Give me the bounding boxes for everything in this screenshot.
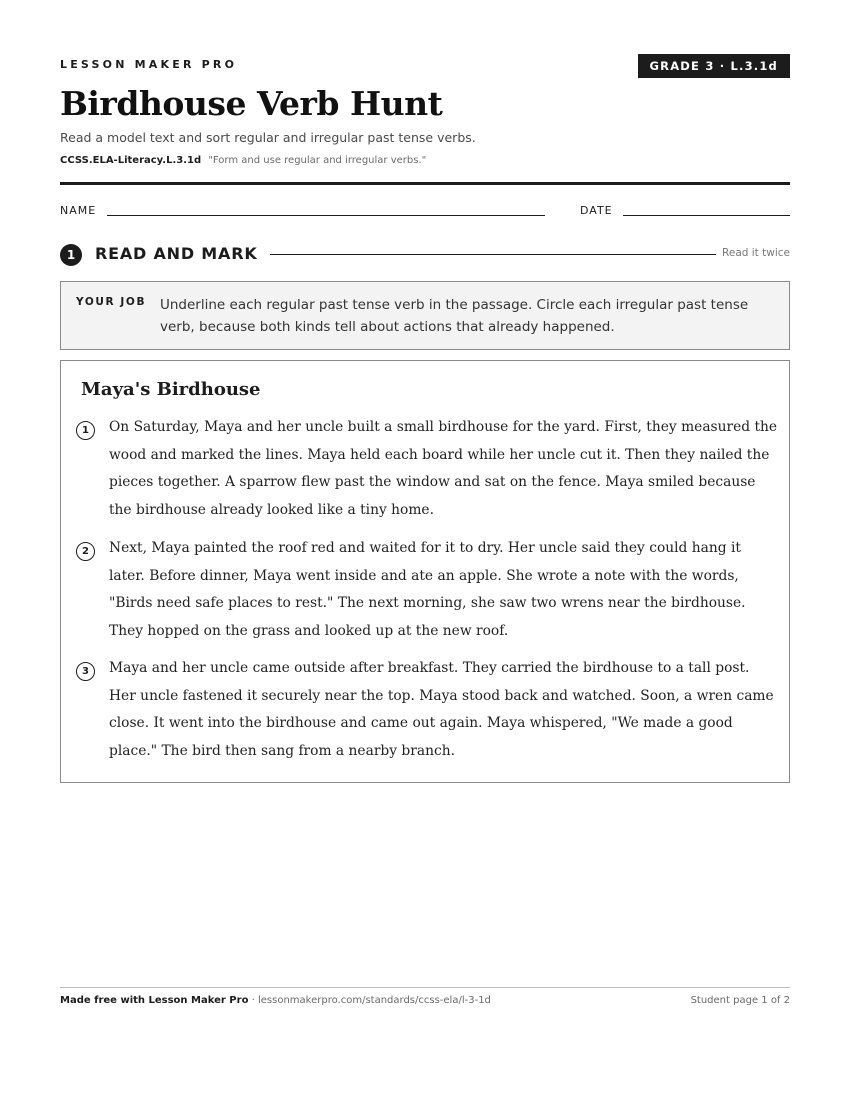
name-field[interactable] — [107, 215, 545, 216]
footer-divider — [60, 987, 790, 988]
section-number-badge: 1 — [60, 244, 82, 266]
footer-separator: · — [248, 995, 258, 1006]
paragraph-text: Next, Maya painted the roof red and waited for it to dry. Her uncle said they could hang it later. Before dinner, Maya went inside and ate an apple. She wrote a note with the words, "Birds need safe places to rest." The next morning, she saw two wrens near the birdhouse. They hopped on the grass and looked up at the new roof. — [109, 540, 746, 639]
paragraph-number: 1 — [76, 421, 95, 440]
section-divider — [270, 254, 716, 255]
footer-made-with: Made free with Lesson Maker Pro — [60, 995, 249, 1006]
date-field[interactable] — [623, 215, 790, 216]
header-divider — [60, 182, 790, 185]
instructions-text: Underline each regular past tense verb in the passage. Circle each irregular past tense verb, because both kinds tell about actions that already happened. — [160, 297, 749, 335]
name-label: NAME — [60, 204, 97, 217]
page-subtitle: Read a model text and sort regular and irregular past tense verbs. — [60, 130, 476, 145]
paragraph-text: On Saturday, Maya and her uncle built a small birdhouse for the yard. First, they measured the wood and marked the lines. Maya held each board while her uncle cut it. Then they nailed the pieces together. A sparrow flew past the window and sat on the fence. Maya smiled because the birdhouse already looked like a tiny home. — [109, 419, 778, 518]
date-label: DATE — [580, 204, 613, 217]
brand-row — [60, 54, 790, 80]
section-title: READ AND MARK — [95, 244, 258, 263]
paragraph-text: Maya and her uncle came outside after breakfast. They carried the birdhouse to a tall post. Her uncle fastened it securely near the top. Maya stood back and watched. Soon, a wren came close. It went into the birdhouse and came out again. Maya whispered, "We made a good place." The bird then sang from a nearby branch. — [109, 660, 774, 759]
footer-page-number: Student page 1 of 2 — [690, 995, 790, 1006]
footer-credit — [60, 995, 491, 1006]
footer-url[interactable]: lessonmakerpro.com/standards/ccss-ela/l-3-1d — [257, 995, 491, 1006]
instructions-box — [60, 281, 790, 350]
section-header — [60, 242, 790, 268]
standard-line — [60, 155, 426, 166]
grade-badge: GRADE 3 · L.3.1d — [638, 54, 790, 78]
worksheet-page — [60, 0, 790, 1100]
passage-title: Maya's Birdhouse — [81, 379, 261, 400]
passage-box — [60, 360, 790, 783]
standard-code: CCSS.ELA-Literacy.L.3.1d — [60, 155, 202, 166]
instructions-label: YOUR JOB — [76, 296, 147, 308]
brand-name: LESSON MAKER PRO — [60, 58, 238, 71]
paragraph-number: 3 — [76, 662, 95, 681]
section-note: Read it twice — [722, 247, 790, 259]
standard-quote: "Form and use regular and irregular verbs." — [208, 155, 427, 166]
name-date-row — [60, 202, 790, 222]
page-title: Birdhouse Verb Hunt — [60, 84, 443, 123]
paragraph-number: 2 — [76, 542, 95, 561]
